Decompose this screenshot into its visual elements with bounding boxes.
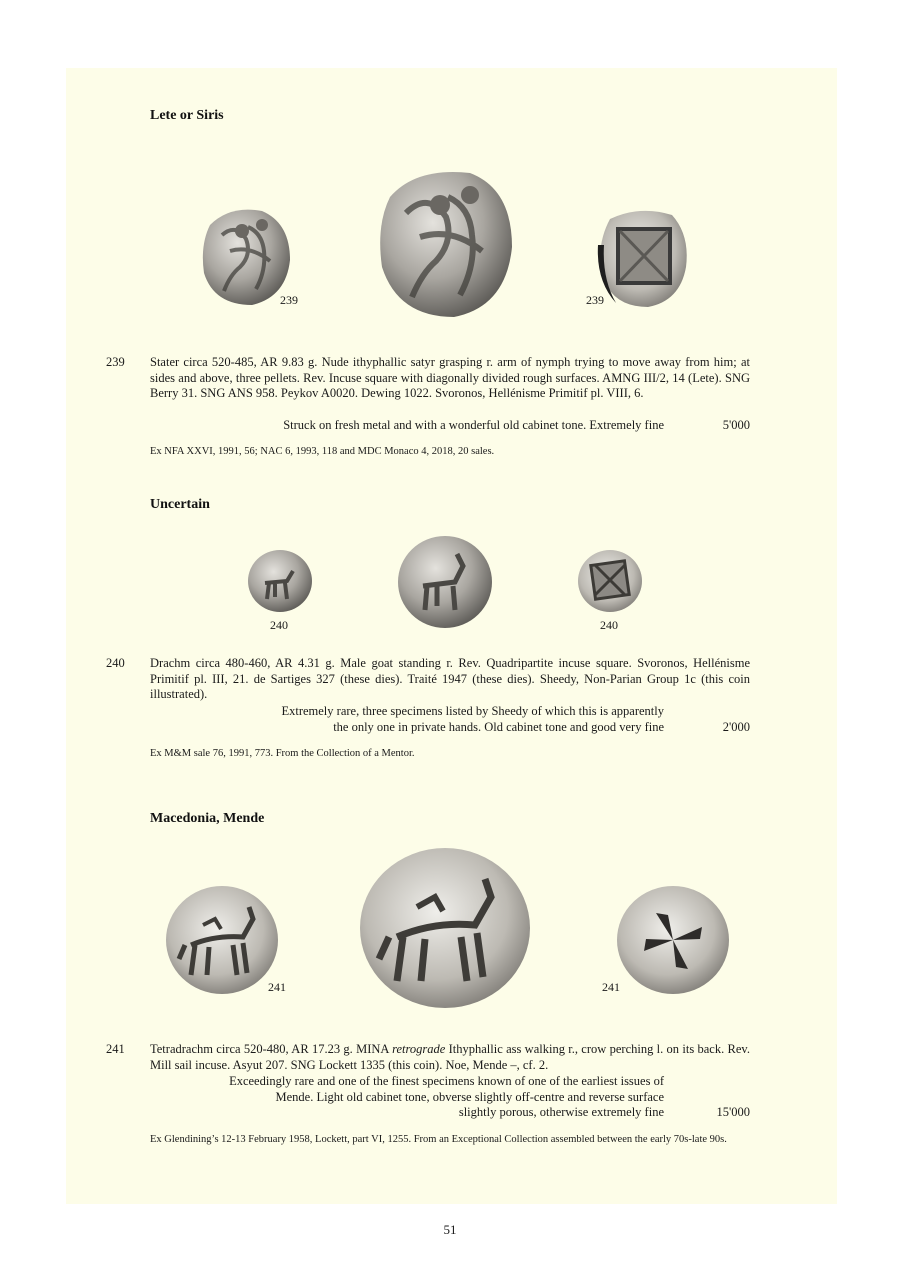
lot-estimate: 2'000 — [722, 720, 750, 734]
lot-number: 239 — [106, 355, 125, 369]
section-heading-uncertain: Uncertain — [150, 497, 210, 512]
coin-caption: 239 — [280, 293, 298, 307]
lot-provenance: Ex Glendining’s 12-13 February 1958, Lockett, part VI, 1255. From an Exceptional Collection assembled between the early 70s-late 90s. — [150, 1134, 727, 1145]
lot-description: Tetradrachm circa 520-480, AR 17.23 g. MINA retrograde Ithyphallic ass walking r., crow perching l. on its back. Rev. Mill sail incuse. Asyut 207. SNG Lockett 1335 (this coin). Noe, Mende –, cf. 2. — [150, 1042, 750, 1072]
section-heading-mende: Macedonia, Mende — [150, 811, 265, 826]
incuse-square-reverse-coin — [596, 205, 690, 309]
lot-condition: Exceedingly rare and one of the finest specimens known of one of the earliest issues of Mende. Light old cabinet tone, obverse slightly off-centre and reverse surface slightly porous, otherwise extremely fine — [229, 1074, 664, 1120]
goat-obverse-coin — [247, 549, 313, 613]
mill-sail-reverse-coin — [616, 885, 730, 995]
satyr-nymph-obverse-enlarged-coin — [376, 167, 516, 319]
quadripartite-incuse-reverse-coin — [577, 549, 643, 613]
coin-caption: 239 — [586, 293, 604, 307]
ass-crow-obverse-enlarged-coin — [359, 847, 531, 1009]
lot-condition: Extremely rare, three specimens listed by Sheedy of which this is apparently the only one in private hands. Old cabinet tone and good very fine — [281, 704, 664, 734]
lot-number: 240 — [106, 656, 125, 670]
lot-provenance: Ex NFA XXVI, 1991, 56; NAC 6, 1993, 118 and MDC Monaco 4, 2018, 20 sales. — [150, 446, 495, 457]
coin-caption: 240 — [270, 618, 288, 632]
lot-estimate: 15'000 — [716, 1105, 750, 1119]
satyr-nymph-obverse-coin — [200, 205, 292, 307]
page-number: 51 — [443, 1222, 457, 1237]
goat-obverse-enlarged-coin — [397, 534, 493, 630]
lot-condition: Struck on fresh metal and with a wonderful old cabinet tone. Extremely fine — [283, 418, 664, 432]
section-heading-lete: Lete or Siris — [150, 108, 224, 123]
coin-caption: 241 — [268, 980, 286, 994]
ass-crow-obverse-coin — [165, 885, 279, 995]
coin-caption: 241 — [602, 980, 620, 994]
lot-estimate: 5'000 — [722, 418, 750, 432]
coin-caption: 240 — [600, 618, 618, 632]
lot-description: Drachm circa 480-460, AR 4.31 g. Male goat standing r. Rev. Quadripartite incuse square. Svoronos, Hellénisme Primitif pl. III, 21. de Sartiges 327 (these dies). Traité 1947 (these dies). Sheedy, Non-Parian Group 1c (this coin illustrated). — [150, 656, 750, 702]
lot-description: Stater circa 520-485, AR 9.83 g. Nude ithyphallic satyr grasping r. arm of nymph trying to move away from him; at sides and above, three pellets. Rev. Incuse square with diagonally divided rough surfaces. AMNG III/2, 14 (Lete). SNG Berry 31. SNG ANS 958. Peykov A0020. Dewing 1022. Svoronos, Hellénisme Primitif pl. VIII, 6. — [150, 355, 750, 401]
lot-provenance: Ex M&M sale 76, 1991, 773. From the Collection of a Mentor. — [150, 748, 415, 759]
lot-number: 241 — [106, 1042, 125, 1056]
